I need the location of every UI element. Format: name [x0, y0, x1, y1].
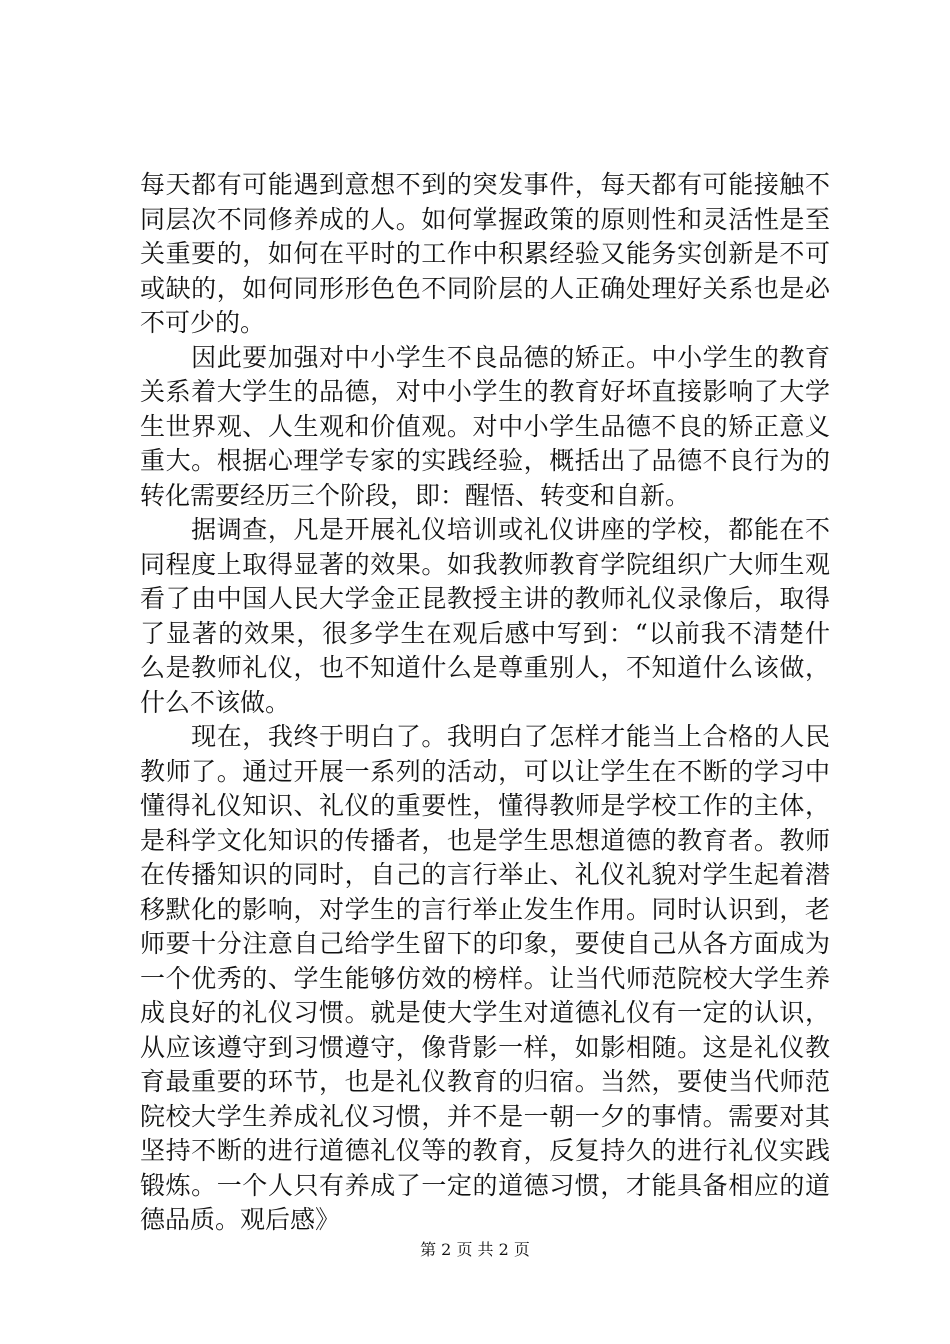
text-line: 德品质。观后感》 — [140, 1205, 341, 1234]
text-line: 生世界观、人生观和价值观。对中小学生品德不良的矫正意义 — [140, 411, 830, 441]
text-line: 因此要加强对中小学生不良品德的矫正。中小学生的教育 — [140, 342, 830, 372]
text-line: 关重要的，如何在平时的工作中积累经验又能务实创新是不可 — [140, 239, 830, 268]
page-number-footer: 第 2 页 共 2 页 — [420, 1240, 530, 1259]
text-line: 什么不该做。 — [140, 687, 291, 717]
text-line: 育最重要的环节，也是礼仪教育的归宿。当然，要使当代师范 — [140, 1067, 830, 1096]
text-line: 坚持不断的进行道德礼仪等的教育，反复持久的进行礼仪实践 — [140, 1136, 830, 1165]
text-line: 同层次不同修养成的人。如何掌握政策的原则性和灵活性是至 — [140, 204, 830, 234]
text-line: 么是教师礼仪，也不知道什么是尊重别人，不知道什么该做， — [140, 653, 830, 682]
document-body — [140, 168, 830, 1238]
text-line: 教师了。通过开展一系列的活动，可以让学生在不断的学习中 — [140, 756, 830, 786]
text-line: 关系着大学生的品德，对中小学生的教育好坏直接影响了大学 — [140, 377, 830, 406]
text-line: 转化需要经历三个阶段，即：醒悟、转变和自新。 — [140, 480, 691, 510]
text-line: 是科学文化知识的传播者，也是学生思想道德的教育者。教师 — [140, 825, 830, 855]
text-line: 从应该遵守到习惯遵守，像背影一样，如影相随。这是礼仪教 — [140, 1032, 830, 1062]
text-line: 不可少的。 — [140, 308, 266, 337]
text-line: 看了由中国人民大学金正昆教授主讲的教师礼仪录像后，取得 — [140, 584, 830, 613]
text-line: 或缺的，如何同形形色色不同阶层的人正确处理好关系也是必 — [140, 273, 830, 303]
text-line: 一个优秀的、学生能够仿效的榜样。让当代师范院校大学生养 — [140, 963, 830, 993]
text-line: 院校大学生养成礼仪习惯，并不是一朝一夕的事情。需要对其 — [140, 1101, 830, 1131]
text-line: 移默化的影响，对学生的言行举止发生作用。同时认识到，老 — [140, 894, 830, 924]
text-line: 据调查，凡是开展礼仪培训或礼仪讲座的学校，都能在不 — [140, 515, 830, 544]
text-line: 师要十分注意自己给学生留下的印象，要使自己从各方面成为 — [140, 929, 830, 958]
text-line: 锻炼。一个人只有养成了一定的道德习惯，才能具备相应的道 — [140, 1170, 830, 1200]
text-line: 成良好的礼仪习惯。就是使大学生对道德礼仪有一定的认识， — [140, 998, 830, 1027]
text-line: 重大。根据心理学专家的实践经验，概括出了品德不良行为的 — [140, 446, 830, 475]
text-line: 每天都有可能遇到意想不到的突发事件，每天都有可能接触不 — [140, 170, 830, 199]
text-line: 了显著的效果，很多学生在观后感中写到：“以前我不清楚什 — [140, 618, 830, 648]
text-line: 同程度上取得显著的效果。如我教师教育学院组织广大师生观 — [140, 549, 830, 579]
text-line: 在传播知识的同时，自己的言行举止、礼仪礼貌对学生起着潜 — [140, 860, 830, 889]
text-line: 懂得礼仪知识、礼仪的重要性，懂得教师是学校工作的主体， — [140, 791, 830, 820]
text-line: 现在，我终于明白了。我明白了怎样才能当上合格的人民 — [140, 722, 830, 751]
